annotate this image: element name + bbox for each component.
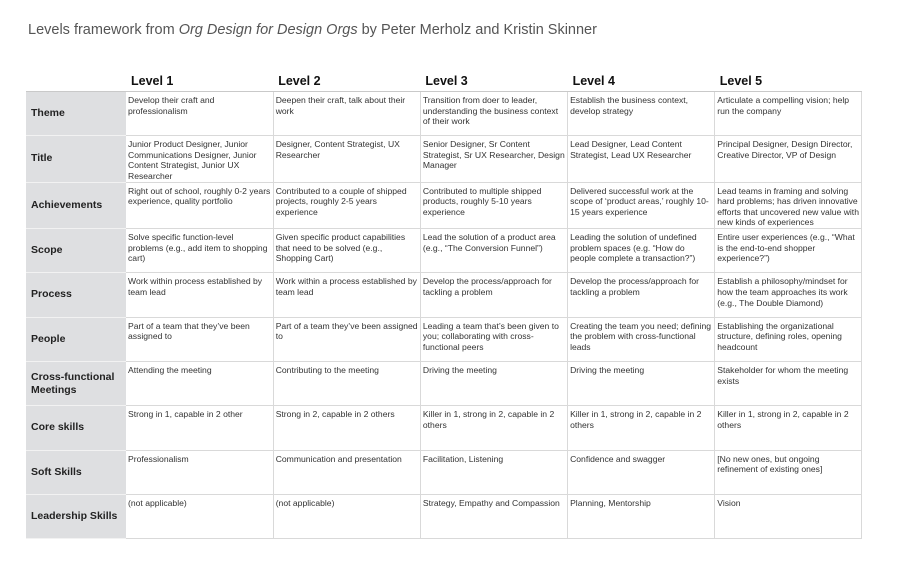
table-cell: Killer in 1, strong in 2, capable in 2 others bbox=[568, 406, 715, 450]
table-cell: Professionalism bbox=[126, 450, 273, 494]
row-header: Cross-functional Meetings bbox=[26, 361, 126, 405]
header-row bbox=[26, 67, 862, 92]
table-cell: Delivered successful work at the scope of ‘product areas,’ roughly 10-15 years experience bbox=[568, 182, 715, 228]
table-cell: Designer, Content Strategist, UX Researcher bbox=[273, 136, 420, 182]
table-row bbox=[26, 494, 862, 538]
table-cell: Establish a philosophy/mindset for how the team approaches its work (e.g., The Double Diamond) bbox=[715, 273, 862, 317]
level-header: Level 1 bbox=[126, 67, 273, 92]
row-header: Leadership Skills bbox=[26, 494, 126, 538]
row-header: Core skills bbox=[26, 406, 126, 450]
table-cell: Develop the process/approach for tackling a problem bbox=[568, 273, 715, 317]
table-cell: Strategy, Empathy and Compassion bbox=[420, 494, 567, 538]
table-row bbox=[26, 273, 862, 317]
table-cell: Confidence and swagger bbox=[568, 450, 715, 494]
corner-cell bbox=[26, 67, 126, 92]
table-cell: Lead the solution of a product area (e.g., “The Conversion Funnel”) bbox=[420, 229, 567, 273]
table-cell: Entire user experiences (e.g., “What is the end-to-end shopper experience?”) bbox=[715, 229, 862, 273]
table-cell: Driving the meeting bbox=[420, 361, 567, 405]
level-header: Level 5 bbox=[715, 67, 862, 92]
table-row bbox=[26, 182, 862, 228]
table-cell: Work within process established by team lead bbox=[126, 273, 273, 317]
table-cell: Creating the team you need; defining the problem with cross-functional leads bbox=[568, 317, 715, 361]
table-cell: Strong in 1, capable in 2 other bbox=[126, 406, 273, 450]
table-row bbox=[26, 317, 862, 361]
table-row bbox=[26, 450, 862, 494]
level-header: Level 4 bbox=[568, 67, 715, 92]
table-cell: [No new ones, but ongoing refinement of existing ones] bbox=[715, 450, 862, 494]
table-cell: Driving the meeting bbox=[568, 361, 715, 405]
table-cell: Attending the meeting bbox=[126, 361, 273, 405]
table-cell: Develop the process/approach for tackling a problem bbox=[420, 273, 567, 317]
table-cell: Killer in 1, strong in 2, capable in 2 others bbox=[420, 406, 567, 450]
table-cell: (not applicable) bbox=[126, 494, 273, 538]
table-cell: Lead Designer, Lead Content Strategist, Lead UX Researcher bbox=[568, 136, 715, 182]
row-header: Theme bbox=[26, 92, 126, 136]
levels-table bbox=[26, 67, 862, 539]
table-cell: Transition from doer to leader, understanding the business context of their work bbox=[420, 92, 567, 136]
table-row bbox=[26, 136, 862, 182]
table-cell: Strong in 2, capable in 2 others bbox=[273, 406, 420, 450]
table-row bbox=[26, 361, 862, 405]
table-cell: (not applicable) bbox=[273, 494, 420, 538]
table-cell: Work within a process established by team lead bbox=[273, 273, 420, 317]
table-row bbox=[26, 92, 862, 136]
table-cell: Part of a team they’ve been assigned to bbox=[273, 317, 420, 361]
row-header: Achievements bbox=[26, 182, 126, 228]
row-header: Title bbox=[26, 136, 126, 182]
row-header: Soft Skills bbox=[26, 450, 126, 494]
table-cell: Part of a team that they’ve been assigned to bbox=[126, 317, 273, 361]
table-cell: Contributed to a couple of shipped projects, roughly 2-5 years experience bbox=[273, 182, 420, 228]
table-cell: Contributing to the meeting bbox=[273, 361, 420, 405]
table-cell: Develop their craft and professionalism bbox=[126, 92, 273, 136]
row-header: People bbox=[26, 317, 126, 361]
table-cell: Solve specific function-level problems (e.g., add item to shopping cart) bbox=[126, 229, 273, 273]
table-cell: Facilitation, Listening bbox=[420, 450, 567, 494]
table-cell: Leading the solution of undefined problem spaces (e.g. “How do people complete a transaction?”) bbox=[568, 229, 715, 273]
table-cell: Killer in 1, strong in 2, capable in 2 others bbox=[715, 406, 862, 450]
table-cell: Planning, Mentorship bbox=[568, 494, 715, 538]
table-row bbox=[26, 229, 862, 273]
table-cell: Articulate a compelling vision; help run the company bbox=[715, 92, 862, 136]
table-cell: Vision bbox=[715, 494, 862, 538]
table-cell: Senior Designer, Sr Content Strategist, Sr UX Researcher, Design Manager bbox=[420, 136, 567, 182]
table-cell: Right out of school, roughly 0-2 years experience, quality portfolio bbox=[126, 182, 273, 228]
table-cell: Lead teams in framing and solving hard problems; has driven innovative efforts that uncovered new value with new kinds of experiences bbox=[715, 182, 862, 228]
level-header: Level 3 bbox=[420, 67, 567, 92]
table-cell: Establish the business context, develop strategy bbox=[568, 92, 715, 136]
title-book: Org Design for Design Orgs bbox=[178, 22, 358, 38]
table-cell: Stakeholder for whom the meeting exists bbox=[715, 361, 862, 405]
title-suffix: by Peter Merholz and Kristin Skinner bbox=[357, 22, 597, 38]
level-header: Level 2 bbox=[273, 67, 420, 92]
table-cell: Leading a team that’s been given to you; collaborating with cross-functional peers bbox=[420, 317, 567, 361]
table-cell: Contributed to multiple shipped products, roughly 5-10 years experience bbox=[420, 182, 567, 228]
title-prefix: Levels framework from bbox=[28, 22, 179, 38]
table-cell: Junior Product Designer, Junior Communications Designer, Junior Content Strategist, Junior UX Researcher bbox=[126, 136, 273, 182]
table-cell: Principal Designer, Design Director, Creative Director, VP of Design bbox=[715, 136, 862, 182]
row-header: Process bbox=[26, 273, 126, 317]
page-title bbox=[28, 22, 597, 38]
table-cell: Establishing the organizational structure, defining roles, opening headcount bbox=[715, 317, 862, 361]
table-cell: Deepen their craft, talk about their work bbox=[273, 92, 420, 136]
table-cell: Communication and presentation bbox=[273, 450, 420, 494]
table-cell: Given specific product capabilities that need to be solved (e.g., Shopping Cart) bbox=[273, 229, 420, 273]
row-header: Scope bbox=[26, 229, 126, 273]
table-row bbox=[26, 406, 862, 450]
